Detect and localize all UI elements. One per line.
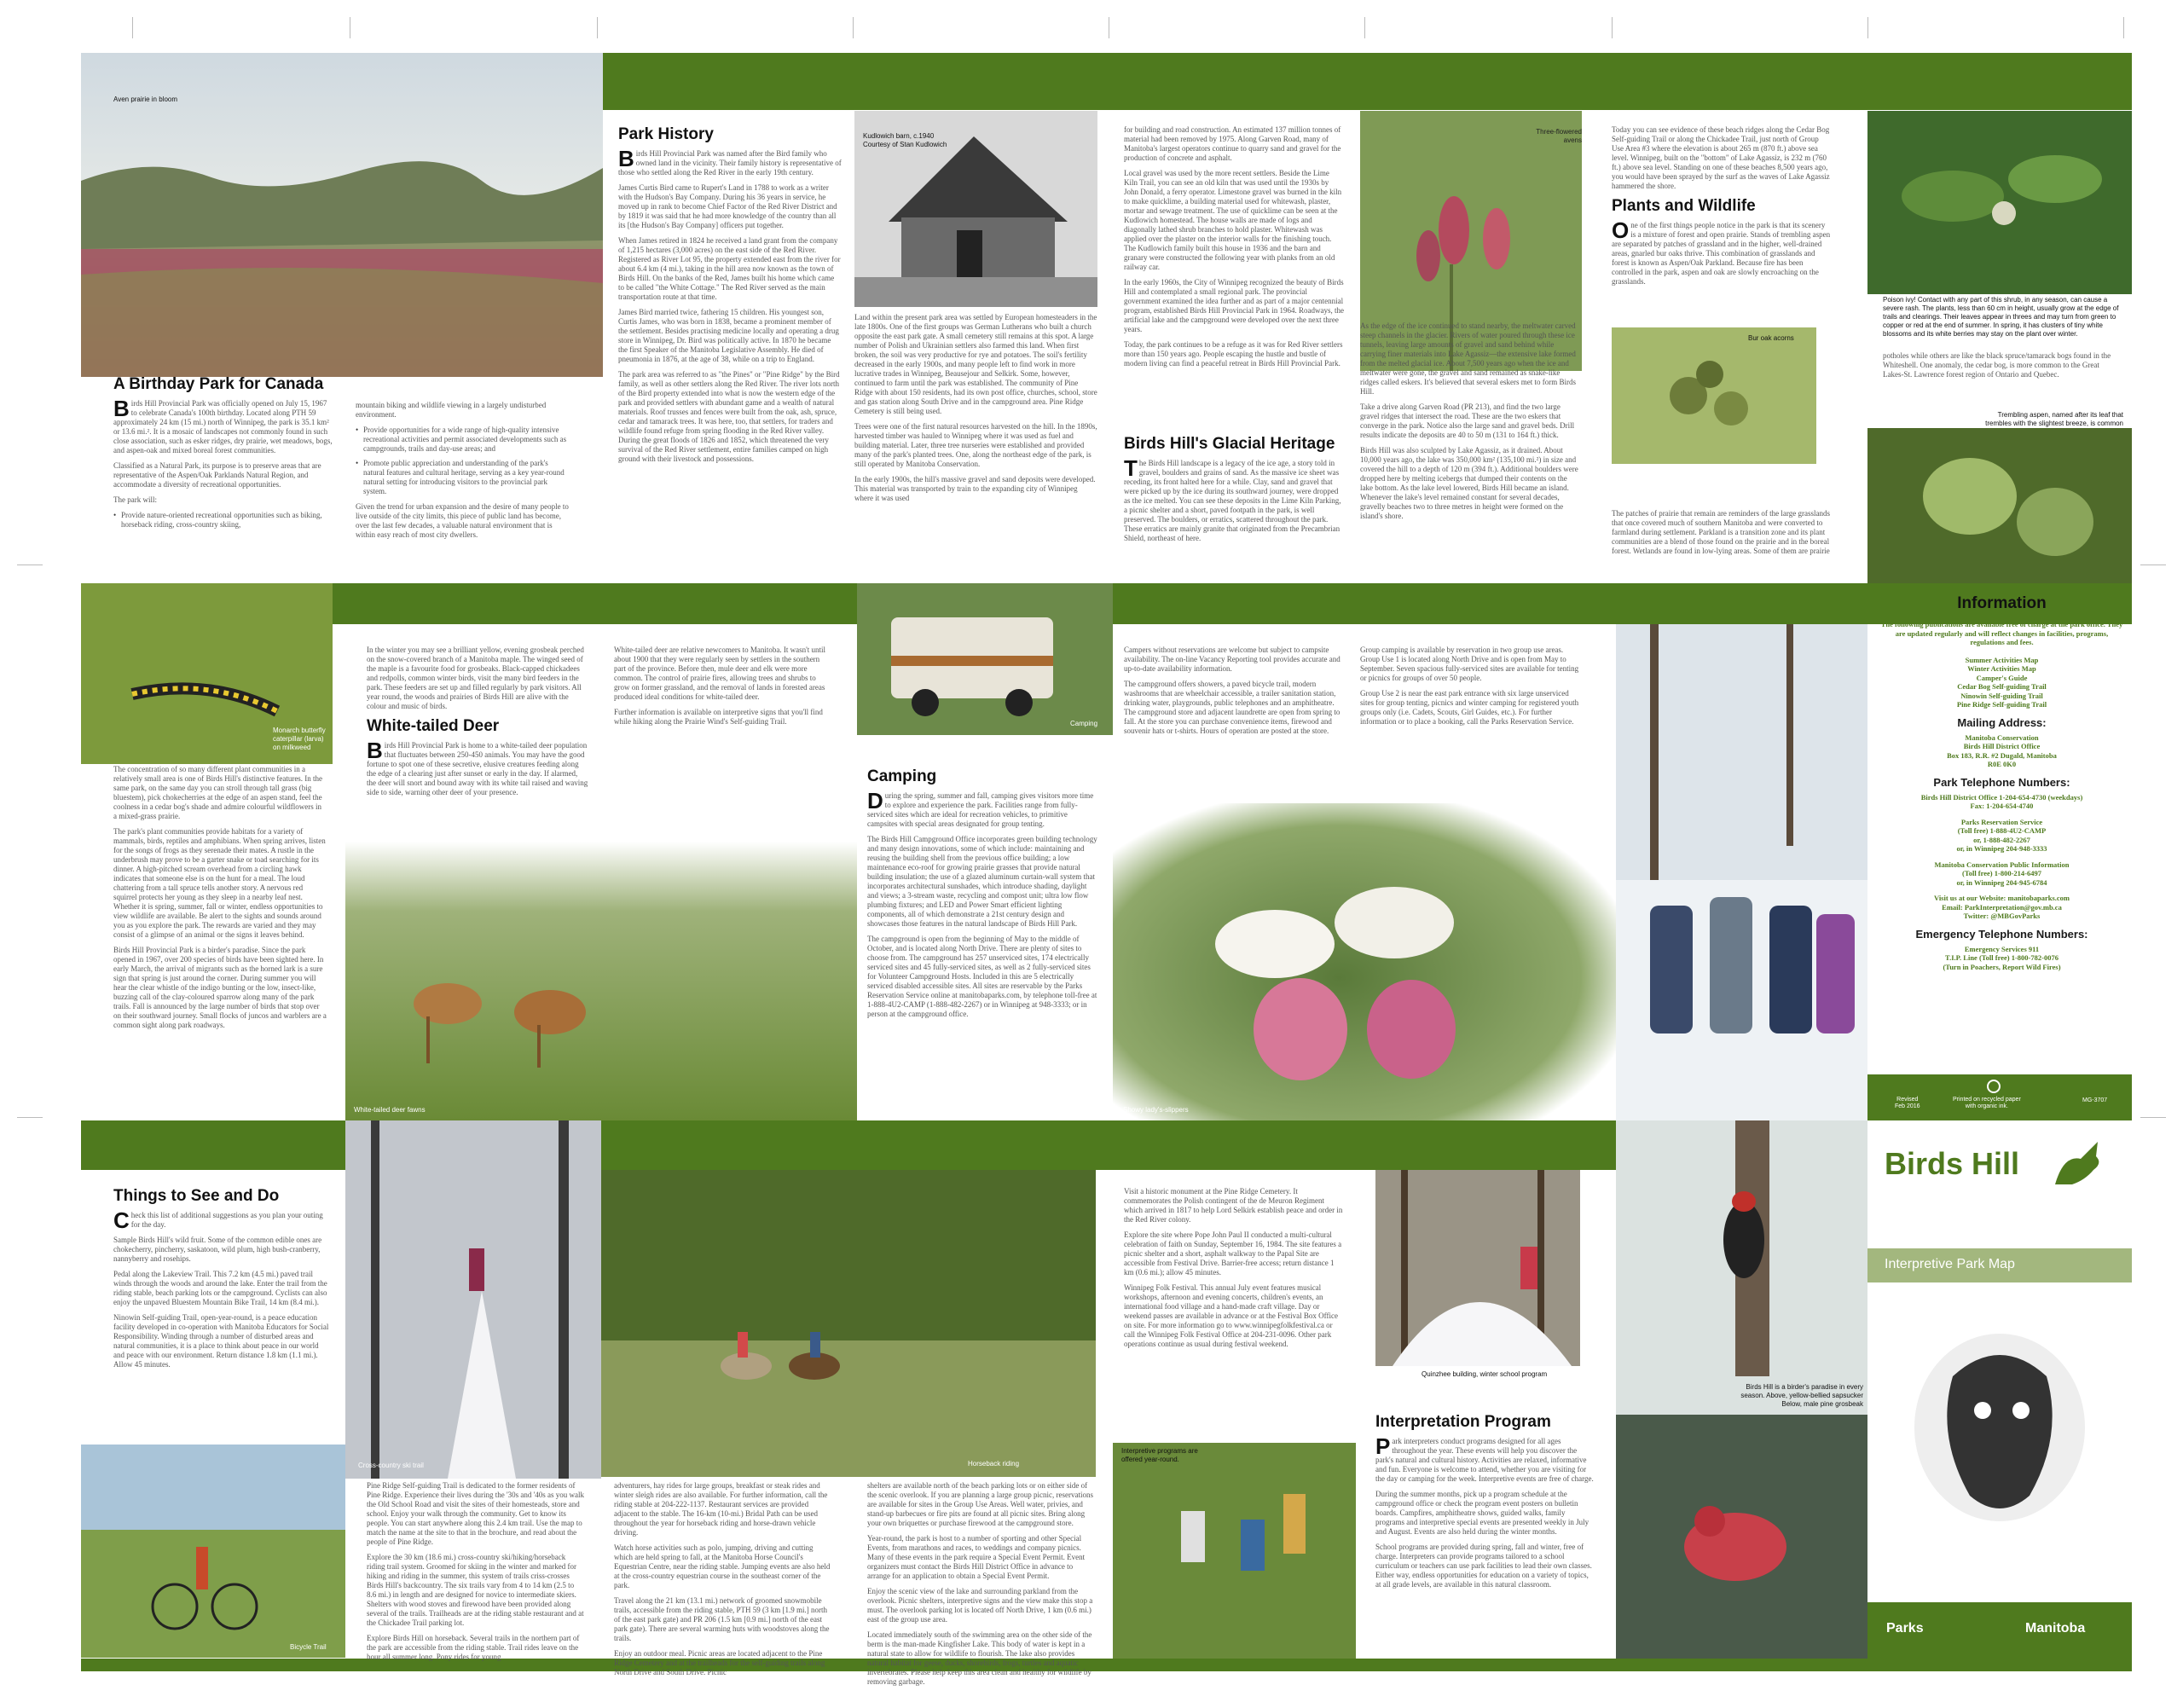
crop-mark [132, 17, 133, 38]
things-heading: Things to See and Do [113, 1187, 280, 1205]
mailing-line: Birds Hill District Office [1963, 742, 2041, 750]
deer-caption: White-tailed deer fawns [354, 1106, 426, 1114]
history2-p1: Land within the present park area was settled by European homesteaders in the late 1800s. One of the first groups was German Lutherans who built a church opposite the east park gate. A small cemetery still remains at this spot. A large number of Polish and Ukrainian settlers also farmed this land. When first broken, the soil was very productive for rye and potatoes. The soil's fertility decreased in the early 1900s, and many people left to find work in more lucrative trades in Winnipeg, Beausejour and Selkirk. Some, however, continued to farm until the park was established. The community of Pine Ridge with about 150 residents, had its own post office, churches, school, store and gas station along South Drive and in the campground area. Pine Ridge Cemetery is still being used. [854, 313, 1097, 415]
history-col-1: Park History Birds Hill Provincial Park was named after the Bird family who owned land in the vicinity. Their family history is representative of those who settled along the Red River in the early 19th century. James Curtis Bird came to Rupert's Land in 1788 to work as a writer with the Hudson's Bay Company. During his 36 years in service, he moved up in rank to become Chief Factor of the Red River District and by 1819 it was said that he had more knowledge of the country than all its [the Hudson's Bay Company] officers put together. When James retired in 1824 he received a land grant from the company of 1,215 hectares (3,000 acres) on the east side of the Red River. Registered as River Lot 95, the property extended east from the river for about 6.4 km (4 mi.), taking in the hill area now known as the town of Birds Hill. On the banks of the Red, James built his home which came to be called "the White Cottage." The Red River served as the main transportation route at that time. James Bird married twice, fathering 15 children. His youngest son, Curtis James, who was born in 1838, became a prominent member of the settlement. Besides practising medicine locally and operating a drug store in Winnipeg, Dr. Bird was politically active. In 1870 he became the first Speaker of the Manitoba Legislative Assembly. He died of pneumonia in 1876, at the age of 38, while on a trip to England. The park area was referred to as "the Pines" or "Pine Ridge" by the Bird family, as well as other settlers along the Red River. The river lots north of the Bird property extended into what is now the western edge of the park and provided settlers with abundant game and a wealth of natural materials. Roof trusses and fences were built from the oak, ash, spruce, cedar and tamarack trees. It was here, too, that settlers, for traders and wildlife found refuge from spring flooding in the Red River valley. During the great floods of 1826 and 1852, which threatened the very survival of the Red River settlement, entire families camped on high ground with their livestock and possessions. [618, 125, 842, 463]
wildlife2-p1: The concentration of so many different plant communities in a relatively small area is one of Birds Hill's distinctive features. In the same park, on the same day you can stroll through tall grass (big bluestem), pick chokecherries at the edge of an aspen stand, feel the coolness in a cedar bog's shade and admire colourful wildflowers in a mixed-grass prairie. [113, 765, 323, 820]
cover-subtitle-band [1867, 1248, 2132, 1282]
things-p8: adventurers, hay rides for large groups, breakfast or steak rides and winter sleigh rides are also available. For further information, call the riding stable at 204-222-1137. Restaurant services are provided adjacent to the stable. The 16-km (10-mi.) Bridal Path can be used throughout the year for horseback riding and horse-drawn vehicle driving. [614, 1481, 828, 1537]
history3-p4: Today, the park continues to be a refuge as it was for Red River settlers more than 150 years ago. People escaping the hustle and bustle of modern living can find a peaceful retreat in Birds Hill Provincial Park. [1124, 340, 1343, 368]
aven-caption: Aven prairie in bloom [113, 96, 178, 103]
bicycle-trail-photo [81, 1445, 345, 1658]
birthday-col-2 [356, 401, 569, 580]
tel-gap [1880, 887, 2123, 894]
bur-oak-caption: Bur oak acorns [1748, 334, 1794, 342]
twitter-line[interactable]: Twitter: @MBGovParks [1963, 912, 2041, 920]
deer-pre: In the winter you may see a brilliant yellow, evening grosbeak perched on the snow-covered branch of a Manitoba maple. The winged seed of the maple is a favourite food for grosbeaks. Black-capped chickadees and redpolls, common winter birds, visit the many bird feeders in the park. These feeders are set up and filled regularly by park visitors. All year round, the woods and prairies of Birds Hill are alive with the colour and music of birds. [367, 646, 584, 710]
quinzhee-photo [1375, 1170, 1580, 1366]
interp-p2: During the summer months, pick up a program schedule at the campground office or check the program event posters on bulletin boards. Campfires, amphitheatre shows, guided walks, family programs and interpretive special events are presented weekly in July and August. Events are also held during the winter months. [1375, 1490, 1589, 1536]
crop-mark [1364, 17, 1365, 38]
wildlife-col-1 [113, 765, 327, 1119]
tel-line: Parks Reservation Service [1960, 817, 2043, 826]
pub-item: Camper's Guide [1976, 673, 2028, 682]
tel-line: or, in Winnipeg 204-945-6784 [1956, 877, 2047, 887]
crop-mark [2123, 17, 2124, 38]
things-col-2 [367, 1481, 584, 1661]
glacial-p1: he Birds Hill landscape is a legacy of the ice age, a story told in gravel, boulders and grains of sand. As the massive ice sheet was receding, its front halted here for a while. Clay, sand and gravel that were picked up by the ice during its southward journey, were dropped as the ice melted. You can see these deposits in the Lime Kiln Parking, a picnic shelter and a short, paved footpath in the park, is well preserved. The boulders, or erratics, scattered throughout the park. These erratics are mainly granite that originated from the Precambrian Shield, northeast of here. [1124, 459, 1341, 542]
things2-p5: Visit a historic monument at the Pine Ridge Cemetery. It commemorates the Polish contingent of the de Meuron Regiment which arrived in 1817 to help Lord Selkirk establish peace and order in the Red River colony. [1124, 1187, 1343, 1224]
recycle-icon [1987, 1080, 2001, 1093]
plants-p3: potholes while others are like the black spruce/tamarack bogs found in the Whiteshell. One anomaly, the cedar bog, is more common to the Great Lakes-St. Lawrence forest region of Ontario and Quebec. [1883, 351, 2111, 379]
brochure-sheet [81, 53, 2132, 1686]
poison-ivy-caption: Poison ivy! Contact with any part of this shrub, in any season, can cause a severe rash. The plants, less than 60 cm in height, usually grow at the edge of trails and clearings. Their leaves appear in threes and may turn from green to copper or red at the end of summer. In spring, it has clusters of tiny white blossoms and its white berries may stay on the plant over winter. [1883, 296, 2119, 338]
glacial-col-1: Birds Hill's Glacial Heritage The Birds Hill landscape is a legacy of the ice age, a story told in gravel, boulders and grains of sand. As the massive ice sheet was receding, its front halted here for a while. Clay, sand and gravel that were picked up by the ice during its southward journey, were dropped as the ice melted. You can see these deposits in the Lime Kiln Parking, a picnic shelter and a short, paved footpath in the park, is well preserved. The boulders, or erratics, scattered throughout the park. These erratics are mainly granite that originated from the Precambrian Shield, northeast of here. [1124, 435, 1344, 582]
pub-item: Ninowin Self-guiding Trail [1960, 691, 2043, 700]
birthday-p4: mountain biking and wildlife viewing in a largely undisturbed environment. [356, 401, 547, 419]
glacial-heading: Birds Hill's Glacial Heritage [1124, 435, 1335, 453]
history-p5: The park area was referred to as "the Pines" or "Pine Ridge" by the Bird family, as well as other settlers along the Red River. The river lots north of the Bird property extended into what is now the western edge of the park and provided settlers with abundant game and a wealth of natural materials. Roof trusses and fences were built from the oak, ash, spruce, cedar and tamarack trees. It was here, too, that settlers, for traders and wildlife found refuge from spring flooding in the Red River valley. During the great floods of 1826 and 1852, which threatened the very survival of the Red River settlement, entire families camped on high ground with their livestock and possessions. [618, 370, 840, 463]
kudlowich-barn-photo [854, 111, 1097, 307]
birds-photo [1616, 1120, 1867, 1659]
mailing-line: Box 183, R.R. #2 Dugald, Manitoba [1947, 750, 2057, 760]
crop-mark [2140, 1117, 2166, 1118]
emergency-line: T.I.P. Line (Toll free) 1-800-782-0076 [1945, 953, 2059, 962]
crop-mark [1612, 17, 1613, 38]
cover-illustration [1902, 1300, 2098, 1538]
crop-mark [597, 17, 598, 38]
monarch-caption: Monarch butterfly caterpillar (larva) on milkweed [273, 727, 326, 751]
winter-group-photo [1616, 624, 1867, 1120]
telephone-heading: Park Telephone Numbers: [1933, 775, 2070, 789]
things2-p1: shelters are available north of the beach parking lots or on either side of the scenic overlook. If you are planning a large group picnic, reservations are available for sites in the Group Use Areas. Well water, privies, and stand-up barbecues or fire pits are found at all picnic sites. Bring along your own briquettes or purchase firewood at the campground store. [867, 1481, 1093, 1527]
interp-col: Interpretation Program Park interpreters conduct programs designed for all ages throughout the year. These events will help you discover the park's natural and cultural history. Activities are relaxed, informative and fun. Everyone is welcome to attend, whether you are visiting for the day or camping for the week. Interpretive events are free of charge. During the summer months, pick up a program schedule at the campground office or check the program event posters on bulletin boards. Campfires, amphitheatre shows, guided walks, family programs and interpretive special events are presented weekly in July and August. Events are also held during the winter months. School programs are provided during spring, fall and winter, free of charge. Interpreters can provide programs tailored to a school curriculum or teachers can use park facilities to lead their own classes. Either way, endless opportunities for education on a variety of topics, at all grade levels, are available in this natural classroom. [1375, 1413, 1595, 1656]
glacial-p2: As the edge of the ice continued to stand nearby, the meltwater carved steep channels in the glacier. Rivers of water poured through these ice tunnels, leaving large amounts of gravel and sand behind while carrying finer materials into Lake Agassiz—the extensive lake formed from the melted glacial ice. About 7,500 years ago when the ice and meltwater were gone, the gravel and sand remained as snake-like ridges called eskers. It's believed that several eskers met to form Birds Hill. [1360, 321, 1577, 396]
crop-mark [1867, 17, 1868, 38]
cover-subtitle: Interpretive Park Map [1885, 1257, 2015, 1271]
birthday-heading: A Birthday Park for Canada [113, 375, 324, 393]
aven-prairie-photo [81, 53, 603, 377]
pub-item: Summer Activities Map [1965, 655, 2039, 664]
glacial-p3: Take a drive along Garven Road (PR 213), and find the two large gravel ridges that intersect the road. These are the two eskers that converge in the park. Notice also the large sand and gravel beds. Drill results indicate the deposits are 40 to 50 m (131 to 164 ft.) thick. [1360, 402, 1575, 439]
camping-p7: Group Use 2 is near the east park entrance with six large unserviced sites for group tenting, picnics and winter camping for registered youth groups only (i.e. Cadets, Scouts, Girl Guides, etc.). For further information or to place a booking, call the Parks Reservation Service. [1360, 689, 1579, 726]
plants-p2: The patches of prairie that remain are reminders of the large grasslands that once covered much of southern Manitoba and were converted to farmland during settlement. Parkland is a transition zone and its plant communities are a blend of those found on the prairie and in the boreal forest. Wetlands are found in low-lying areas. Some of them are prairie [1612, 509, 1830, 555]
things-p5: Pine Ridge Self-guiding Trail is dedicated to the former residents of Pine Ridge. Experience their lives during the '30s and '40s as you walk the Old School Road and visit the sites of their homesteads, store and school. Enjoy your walk through the community. Get to know its people. You can start anywhere along this 2.4 km trail. Use the map to match the name at the site to that in the brochure, and read about the people of Pine Ridge. [367, 1481, 584, 1546]
history3-p2: Local gravel was used by the more recent settlers. Beside the Lime Kiln Trail, you can see an old kiln that was used until the 1930s by John Donald, a ferry operator. Limestone gravel was burned in the kiln to make quicklime, a building material used for whitewash, plaster, mortar and sewage treatment. The use of quicklime can be seen at the Kudlowich homestead. The house walls are made of logs and diagonally lathed shrub branches to hold plaster. Whitewash was applied over the plaster on the interior walls for the finishing touch. The Kudlowich family built this house in 1936 and the barn and granary were constructed the following year with planks from an old railway car. [1124, 169, 1342, 271]
wildlife2-p2: The park's plant communities provide habitats for a variety of mammals, birds, reptiles and amphibians. When spring arrives, listen for the songs of frogs as they serenade their mates. A rustle in the underbrush may prove to be a garter snake or toad searching for its dinner. A high-pitched scream overhead from a circling hawk indicates that someone else is on the hunt for a meal. The loud chattering from a tall spruce tells another story. A nervous red squirrel protects her young as they sleep in a nearby leaf nest. Whether it is spring, summer, fall or winter, endless opportunities to view wildlife are available. Be alert to the sights and sounds around you as you explore the park. The rewards are varied and they may consist of a glimpse of an animal or the signs it leaves behind. [113, 827, 326, 939]
history-p2: James Curtis Bird came to Rupert's Land in 1788 to work as a writer with the Hudson's Bay Company. During his 36 years in service, he moved up in rank to become Chief Factor of the Red River District and by 1819 it was said that he had more knowledge of the country than all its [the Hudson's Bay Company] officers put together. [618, 183, 837, 229]
things-p10: Travel along the 21 km (13.1 mi.) network of groomed snowmobile trails, accessible from the riding stable, PTH 59 (3 km [1.9 mi.] north of the east park gate) and PR 206 (1.5 km [0.9 mi.] north of the east park gate). There are several warming huts with woodstoves along the trails. [614, 1596, 830, 1642]
things2-p6: Explore the site where Pope John Paul II conducted a multi-cultural celebration of faith on Sunday, September 16, 1984. The site features a picnic shelter and a short, asphalt walkway to the Papal Site are accessible from Festival Drive. Barrier-free access; return distance 1 km (0.6 mi.); allow 45 minutes. [1124, 1230, 1342, 1277]
camping-p6: Group camping is available by reservation in two group use areas. Group Use 1 is located along North Drive and is open from May to September. Seven spacious fully-serviced sites are available for tenting or picnics for groups of over 50 people. [1360, 646, 1579, 682]
plants-col-2 [1612, 509, 1832, 582]
tel-line: Fax: 1-204-654-4740 [1970, 802, 2034, 810]
bird-caption: Birds Hill is a birder's paradise in every season. Above, yellow-bellied sapsucker Below, male pine grosbeak [1740, 1383, 1863, 1408]
wildlife2-p3: Birds Hill Provincial Park is a birder's paradise. Since the park opened in 1967, over 200 species of birds have been sighted here. In early March, the arrival of migrants such as the horned lark is a sure sign that spring is just around the corner. During summer you will hear the clear whistle of the indigo bunting or the low, insect-like, buzzing call of the clay-coloured sparrow along many of the park trails. Fall is announced by the large number of birds that stop over on their southward journey. Small flocks of juncos and warblers are a common sight along park roadways. [113, 946, 327, 1029]
plants-col-1: Today you can see evidence of these beach ridges along the Cedar Bog Self-guiding Trail or along the Chickadee Trail, just north of Group Use Area #3 where the elevation is about 265 m (870 ft.) above sea level. Winnipeg, built on the "bottom" of Lake Agassiz, is 232 m (760 ft.) above sea level. Standing on one of these beaches 8,500 years ago, you would have been sprayed by the surf as the waves of Lake Agassiz hammered the shore. Plants and Wildlife One of the first things people notice in the park is that its scenery is a mixture of forest and open prairie. Stands of trembling aspen are separated by patches of grassland and in the higher, well-drained areas, gnarled bur oaks thrive. This combination of grasslands and forest is known as Aspen/Oak Parkland. Because fire has been controlled in the park, aspen and oak are slowly encroaching on the grasslands. [1612, 125, 1831, 286]
things-col-5 [1124, 1187, 1344, 1443]
emergency-heading: Emergency Telephone Numbers: [1915, 927, 2088, 941]
green-band-lower [81, 1120, 1616, 1170]
deer-p3: Further information is available on interpretive signs that you'll find while hiking along the Prairie Wind's Self-guiding Trail. [614, 708, 823, 726]
website-line[interactable]: Visit us at our Website: manitobaparks.com [1934, 894, 2070, 902]
birthday-p5: Given the trend for urban expansion and the desire of many people to live outside of the city limits, this piece of public land has become, over the last few decades, a valuable natural environment that is within easy reach of most city dwellers. [356, 502, 569, 539]
tel-gap [1880, 854, 2123, 860]
deer-heading: White-tailed Deer [367, 717, 500, 735]
glacial-col-2 [1360, 321, 1580, 582]
mailing-heading: Mailing Address: [1957, 715, 2047, 729]
crop-mark [17, 1117, 43, 1118]
tel-line: Manitoba Conservation Public Information [1934, 860, 2070, 869]
quinzhee-caption: Quinzhee building, winter school program [1422, 1370, 1548, 1378]
camping-p5: The campground offers showers, a paved bicycle trail, modern washrooms that are wheelchair accessible, a trailer sanitation station, drinking water, playgrounds, public telephones and an amphitheatre. The campground store and adjacent laundrette are open from spring to fall. At the store you can purchase convenience items, firewood and souvenir hats or t-shirts. Hours of operation are posted at the store. [1124, 680, 1340, 735]
recycled-paper-note: Printed on recycled paper with organic ink. [1953, 1097, 2021, 1109]
tel-line: (Toll free) 1-888-4U2-CAMP [1957, 826, 2047, 835]
cover-title: Birds Hill [1885, 1146, 2020, 1181]
history3-p1: for building and road construction. An estimated 137 million tonnes of material had been removed by 1975. Along Garven Road, many of Manitoba's largest operators continue to quarry sand and gravel for the production of concrete and asphalt. [1124, 125, 1341, 162]
deer-col-2 [614, 646, 831, 782]
things-p11: Enjoy an outdoor meal. Picnic areas are located adjacent to the Pine Ridge Cemetery and at the trailheads for the self-guiding trails along North Drive and South Drive. Picnic [614, 1649, 825, 1676]
deer-p1: irds Hill Provincial Park is home to a white-tailed deer population that fluctuates between 250-450 animals. You may have the good fortune to spot one of these secretive, elusive creatures feeding along the edge of a clearing just after sunset or early in the day. If alarmed, the deer will snort and bound away with its white tail raised and waving side to side, warning other deer of your presence. [367, 741, 588, 796]
history2-p3: In the early 1900s, the hill's massive gravel and sand deposits were developed. This material was transported by train to the expanding city of Winnipeg where it was used [854, 475, 1096, 502]
cover-panel [1867, 1120, 2132, 1659]
manitoba-logo: Manitoba [2025, 1621, 2086, 1636]
parks-logo: Parks [1886, 1621, 1924, 1636]
bicycle-caption: Bicycle Trail [290, 1643, 327, 1651]
things-p7: Explore Birds Hill on horseback. Several trails in the northern part of the park are accessible from the riding stable. Trail rides leave on the hour all summer long. Pony rides for young [367, 1634, 580, 1661]
camping-rv-photo [857, 583, 1113, 735]
pub-item: Pine Ridge Self-guiding Trail [1956, 700, 2047, 709]
interp-p1: ark interpreters conduct programs designed for all ages throughout the year. These events will help you discover the park's natural and cultural history. Activities are relaxed, informative and fun. Everyone is welcome to attend, whether you are visiting for the day or camping for the week. Interpretive events are free of charge. [1375, 1437, 1594, 1483]
birthday-p1: irds Hill Provincial Park was officially opened on July 15, 1967 to celebrate Canada's 100th birthday. Located along PTH 59 approximately 24 km (15 mi.) north of Winnipeg, the park is 35.1 km² or 13.6 mi.². It is a mosaic of landscapes not commonly found in such close association, such as esker ridges, dry prairie, wet meadows, bogs, and aspen-oak and mixed boreal forest communities. [113, 399, 333, 455]
document-code: MG-3707 [2082, 1097, 2108, 1103]
interp-heading: Interpretation Program [1375, 1413, 1551, 1431]
green-band-top [603, 53, 2132, 110]
birthday-bullet-2: • Provide opportunities for a wide range of high-quality intensive recreational activities and permit associated developments such as campgrounds, trails and day-use areas; and [356, 426, 569, 454]
email-line[interactable]: Email: ParkInterpretation@gov.mb.ca [1942, 902, 2062, 912]
kudlowich-caption: Kudlowich barn, c.1940 Courtesy of Stan Kudlowich [863, 132, 947, 148]
plants-p1: ne of the first things people notice in the park is that its scenery is a mixture of forest and open prairie. Stands of trembling aspen are separated by patches of grassland and in the higher, well-drained areas, gnarled bur oaks thrive. This combination of grasslands and forest is known as Aspen/Oak Parkland. Because fire has been controlled in the park, aspen and oak are slowly encroaching on the grasslands. [1612, 221, 1831, 286]
deer-col-1: In the winter you may see a brilliant yellow, evening grosbeak perched on the snow-covered branch of a Manitoba maple. The winged seed of the maple is a favourite food for grosbeaks. Black-capped chickadees and redpolls, common winter birds, visit the many bird feeders in the park. These feeders are set up and filled regularly by park visitors. All year round, the woods and prairies of Birds Hill are alive with the colour and music of birds. White-tailed Deer Birds Hill Provincial Park is home to a white-tailed deer population that fluctuates between 250-450 animals. You may have the good fortune to spot one of these secretive, elusive creatures feeding along the edge of a clearing just after sunset or early in the day. If alarmed, the deer will snort and bound away with its white tail raised and waving side to side, warning other deer of your presence. [367, 646, 588, 796]
birthday-p2: Classified as a Natural Park, its purpose is to preserve areas that are representative of the Aspen/Oak Parklands Natural Region, and accommodate a diversity of recreational opportunities. [113, 461, 321, 489]
horseback-caption: Horseback riding [968, 1460, 1020, 1468]
information-heading: Information [1957, 594, 2047, 612]
things-p3: Pedal along the Lakeview Trail. This 7.2 km (4.5 mi.) paved trail winds through the woods and around the lake. Enter the trail from the riding stable, beach parking lots or the campground. Cyclists can also enjoy the unpaved Bluestem Mountain Bike Trail, 14 km (8.4 mi.). [113, 1270, 327, 1306]
history-p3: When James retired in 1824 he received a land grant from the company of 1,215 hectares (3,000 acres) on the east side of the Red River. Registered as River Lot 95, the property extended east from the river for about 6.4 km (4 mi.), taking in the hill area now known as the town of Birds Hill. On the banks of the Red, James built his home which came to be called "the White Cottage." The Red River served as the main transportation route at that time. [618, 236, 841, 301]
camping-col-3 [1360, 646, 1580, 816]
interp-caption: Interpretive programs are offered year-round. [1121, 1447, 1198, 1463]
aspen-caption: Trembling aspen, named after its leaf that trembles with the slightest breeze, is common [1985, 411, 2123, 427]
revised-date: Revised Feb 2016 [1895, 1097, 1920, 1109]
plants-heading: Plants and Wildlife [1612, 197, 1756, 215]
things-p4: Ninowin Self-guiding Trail, open-year-round, is a peace education facility developed in co-operation with Manitoba Educators for Social Responsibility. Winding through a number of disturbed areas and natural communities, it is a place to think about peace in our world and peace with our environment. Return distance 1.8 km (1.1 mi.). Allow 45 minutes. [113, 1313, 329, 1369]
camping-p4: Campers without reservations are welcome but subject to campsite availability. The on-line Vacancy Reporting tool provides accurate and up-to-date availability information. [1124, 646, 1340, 673]
monarch-caterpillar-photo [81, 583, 333, 764]
tel-line: or, 1-888-482-2267 [1973, 835, 2030, 844]
things-col-3 [614, 1481, 831, 1676]
glacial-p4: Birds Hill was also sculpted by Lake Agassiz, as it drained. About 10,000 years ago, the lake was 350,000 km² (135,100 mi.²) in size and covered the hill to a depth of 120 m (394 ft.). Additional boulders were dropped here by melting icebergs that dumped their contents on the lake bottom. As the lake level lowered, Birds Hill became an island. Whenever the lake's level remained constant for several decades, gravelly beaches two to three metres in height were formed on the island's shore. [1360, 446, 1578, 520]
pub-item: Winter Activities Map [1967, 664, 2036, 673]
camping-heading: Camping [867, 767, 937, 785]
things-p2: Sample Birds Hill's wild fruit. Some of the common edible ones are chokecherry, pincherry, saskatoon, wild plum, high bush-cranberry, nannyberry and rosehips. [113, 1236, 322, 1263]
ski-trail-photo [345, 1120, 601, 1479]
camping-p3: The campground is open from the beginning of May to the middle of October, and is located along North Drive. There are plenty of sites to choose from. The campground has 257 unserviced sites, 174 electrically serviced sites and 45 fully-serviced sites, as well as 2 fully-serviced sites for Volunteer Campground Hosts. Included in this are 5 electrically serviced disabled accessible sites. All sites are reservable by the Parks Reservation Service online at manitobaparks.com, by telephone toll-free at 1-888-4U2-CAMP (1-888-482-2267) or in Winnipeg at 948-3333; or in person at the campground office. [867, 935, 1097, 1018]
camping-caption: Camping [1070, 720, 1098, 727]
history-p4: James Bird married twice, fathering 15 children. His youngest son, Curtis James, who was born in 1838, became a prominent member of the settlement. Besides practising medicine locally and operating a drug store in Winnipeg, Dr. Bird was politically active. In 1870 he became the first Speaker of the Manitoba Legislative Assembly. He died of pneumonia in 1876, at the age of 38, while on a trip to England. [618, 308, 839, 363]
information-intro: The following publications are available free of charge at the park office. They are updated regularly and will reflect changes in facilities, programs, regulations and fees. [1880, 620, 2123, 646]
history2-p2: Trees were one of the first natural resources harvested on the hill. In the 1890s, harvested timber was hauled to Winnipeg where it was used as fuel and building material. Later, three tree nurseries were established and provided many of the park's planted trees. One, along the northeast edge of the park, is still operated by Manitoba Conservation. [854, 422, 1097, 468]
camping-p1: uring the spring, summer and fall, camping gives visitors more time to explore and experience the park. Facilities range from fully-serviced sites which are ideal for recreation vehicles, to primitive campsites with special areas designated for group tenting. [867, 791, 1094, 828]
bur-oak-acorns-photo [1612, 327, 1816, 464]
emergency-line: (Turn in Poachers, Report Wild Fires) [1943, 962, 2061, 971]
history-col-2 [854, 313, 1097, 582]
things-col-1: Things to See and Do Check this list of additional suggestions as you plan your outing for the day. Sample Birds Hill's wild fruit. Some of the common edible ones are chokecherry, pincherry, saskatoon, wild plum, high bush-cranberry, nannyberry and rosehips. Pedal along the Lakeview Trail. This 7.2 km (4.5 mi.) paved trail winds through the woods and around the lake. Enter the trail from the riding stable, beach parking lots or the campground. Cyclists can also enjoy the unpaved Bluestem Mountain Bike Trail, 14 km (8.4 mi.). Ninowin Self-guiding Trail, open-year-round, is a peace education facility developed in co-operation with Manitoba Educators for Social Responsibility. Winding through a number of disturbed areas and natural communities, it is a place to think about peace in our world and peace with our environment. Return distance 1.8 km (1.1 mi.). Allow 45 minutes. [113, 1187, 331, 1443]
interpretive-programs-photo [1113, 1443, 1356, 1659]
ski-caption: Cross-country ski trail [358, 1462, 424, 1469]
tel-gap [1880, 811, 2123, 818]
things-p6: Explore the 30 km (18.6 mi.) cross-country ski/hiking/horseback riding trail system. Groomed for skiing in the winter and marked for hiking and riding in the summer, this system of trails criss-crosses Birds Hill's backcountry. The six trails vary from 4 to 14 km (2.5 to 8.6 mi.) in length and are designed for novice to intermediate skiers. Shelters with wood stoves and firewood have been provided along several of the trails. Trailheads are at the riding stable restaurant and at the Chickadee Trail parking lot. [367, 1553, 584, 1627]
slipper-caption: Showy lady's-slippers [1123, 1106, 1189, 1114]
history-heading: Park History [618, 125, 714, 143]
birthday-bullet-1: • Provide nature-oriented recreational opportunities such as biking, horseback riding, cross-country skiing, [113, 511, 333, 530]
aspen-leaves-photo [1867, 428, 2132, 583]
deer-logo-icon [2047, 1138, 2106, 1189]
things-p9: Watch horse activities such as polo, jumping, driving and cutting which are held spring to fall, at the Manitoba Horse Council's Equestrian Centre, near the riding stable. Jumping events are also held at the cross-country equestrian course in the southeast corner of the park. [614, 1543, 831, 1589]
crop-mark [853, 17, 854, 38]
tel-line: (Toll free) 1-800-214-6497 [1961, 869, 2041, 877]
things-col-4 [867, 1481, 1093, 1686]
mailing-line: Manitoba Conservation [1965, 732, 2039, 742]
publications-list [1880, 656, 2123, 709]
birthday-col-1: A Birthday Park for Canada Birds Hill Provincial Park was officially opened on July 15, 1967 to celebrate Canada's 100th birthday. Located along PTH 59 approximately 24 km (15 mi.) north of Winnipeg, the park is 35.1 km² or 13.6 mi.². It is a mosaic of landscapes not commonly found in such close association, such as esker ridges, dry prairie, wet meadows, bogs, and aspen-oak and mixed boreal forest communities. Classified as a Natural Park, its purpose is to preserve areas that are representative of the Aspen/Oak Parklands Natural Region, and accommodate a diversity of recreational opportunities. The park will: • Provide nature-oriented recreational opportunities such as biking, horseback riding, cross-country skiing, [113, 375, 333, 580]
things2-p2: Year-round, the park is host to a number of sporting and other Special Events, from marathons and races, to weddings and company picnics. Many of these events in the park require a Special Event Permit. Event organizers must contact the Birds Hill District Office in advance to arrange for an application to obtain a Special Event Permit. [867, 1534, 1086, 1580]
mailing-line: R0E 0K0 [1987, 760, 2017, 768]
cover-footer-band [1867, 1602, 2132, 1659]
pub-item: Cedar Bog Self-guiding Trail [1957, 682, 2047, 691]
avens-caption: Three-flowered avens [1536, 128, 1582, 144]
tel-line: Birds Hill District Office 1-204-654-4730 (weekdays) [1920, 792, 2083, 802]
lady-slipper-photo [1113, 803, 1616, 1120]
horseback-photo [601, 1170, 1096, 1477]
plants-pre: Today you can see evidence of these beach ridges along the Cedar Bog Self-guiding Trail or along the Chickadee Trail, just north of Group Use Area #3 where the elevation is about 265 m (870 ft.) above sea level. Winnipeg, built on the "bottom" of Lake Agassiz, is 232 m (760 ft.) above sea level. Standing on one of these beaches 8,500 years ago, you would have been sprayed by the surf as the waves of Lake Agassiz hammered the shore. [1612, 125, 1830, 190]
deer-fawns-photo [345, 842, 857, 1120]
camping-p2: The Birds Hill Campground Office incorporates green building technology and many design innovations, some of which include: maintaining and reusing the building shell from the previous office building; a low maintenance eco-roof for growing prairie grasses that provide natural building insulation; the use of a glazed aluminum curtain-wall system that incorporates architectural sunshades, which introduce shading, daylight and views; a 3-stream waste, recycling and compost unit; ultra low flow plumbing fixtures; and LED and Power Smart efficient lighting components, all of which demonstrate a 21st century design and showcases those features in the natural landscape of Birds Hill Park. [867, 835, 1097, 928]
camping-col-1: Camping During the spring, summer and fall, camping gives visitors more time to explore and experience the park. Facilities range from fully-serviced sites which are ideal for recreation vehicles, to primitive campsites with special areas designated for group tenting. The Birds Hill Campground Office incorporates green building technology and many design innovations, some of which include: maintaining and reusing the building shell from the previous office building; a low maintenance eco-roof for growing prairie grasses that provide natural building insulation; the use of a glazed aluminum curtain-wall system that incorporates architectural sunshades, which introduce shading, daylight and views; a 3-stream waste, recycling and compost unit; ultra low flow plumbing fixtures; and LED and Power Smart efficient lighting components, all of which demonstrate a 21st century design and showcases those features in the natural landscape of Birds Hill Park. The campground is open from the beginning of May to the middle of October, and is located along North Drive. There are plenty of sites to choose from. The campground has 257 unserviced sites, 174 electrically serviced sites and 45 fully-serviced sites, as well as 2 fully-serviced sites for Volunteer Campground Hosts. Included in this are 5 electrically serviced disabled accessible sites. All sites are reservable by the Parks Reservation Service online at manitobaparks.com, by telephone toll-free at 1-888-4U2-CAMP (1-888-482-2267) or in Winnipeg at 948-3333; or in person at the campground office. [867, 767, 1097, 1018]
things2-p4: Located immediately south of the swimming area on the other side of the berm is the man-made Kingfisher Lake. This body of water is kept in a natural state to allow for wildlife to flourish. The lake also provides natural habitat for geese, ducks, shorebirds, frogs, turtles and aquatic invertebrates. Please help keep this area clean and healthy for wildlife by removing garbage. [867, 1630, 1092, 1686]
things2-p3: Enjoy the scenic view of the lake and surrounding parkland from the overlook. Picnic shelters, interpretive signs and the view make this stop a must. The overlook parking lot is located off North Drive, 1 km (0.6 mi.) east of the group use area. [867, 1587, 1093, 1624]
things2-p7: Winnipeg Folk Festival. This annual July event features musical workshops, afternoon and evening concerts, children's events, an international food village and a hand-made craft village. Day or weekend passes are available in advance or at the Festival Box Office on site. For more information go to www.winnipegfolkfestival.ca or call the Winnipeg Folk Festival Office at 204-231-0096. Other park operations continue as usual during festival weekend. [1124, 1283, 1338, 1348]
emergency-line: Emergency Services 911 [1964, 944, 2040, 953]
things-p1: heck this list of additional suggestions as you plan your outing for the day. [130, 1211, 323, 1229]
birthday-bullet-3: • Promote public appreciation and understanding of the park's natural features and cultural heritage, serving as a key year-round natural setting for introducing visitors to the provincial park system. [356, 459, 569, 496]
camping-col-2 [1124, 646, 1344, 825]
interp-p3: School programs are provided during spring, fall and winter, free of charge. Interpreters can provide programs tailored to a school curriculum or teachers can use park facilities to lead their own classes. Either way, endless opportunities for education on a variety of topics, at all grade levels, are available in this natural classroom. [1375, 1543, 1592, 1589]
info-footer-band [1867, 1074, 2132, 1120]
tel-line: or, in Winnipeg 204-948-3333 [1956, 844, 2047, 853]
information-panel [1880, 594, 2123, 1072]
poison-ivy-photo [1867, 111, 2132, 294]
birthday-p3: The park will: [113, 495, 157, 504]
deer-p2: White-tailed deer are relative newcomers to Manitoba. It wasn't until about 1900 that they were regularly seen by settlers in the southern part of the province. Before then, mule deer and elk were more common. The control of prairie fires, allowing trees and shrubs to grow on former grassland, and the removal of lands in forested areas produced ideal conditions for white-tailed deer. [614, 646, 826, 701]
plants-col-3 [1883, 351, 2122, 402]
history3-p3: In the early 1960s, the City of Winnipeg recognized the beauty of Birds Hill and contemplated a small regional park. The provincial government examined the idea further and as part of a major centennial program, established Birds Hill Provincial Park in 1964. Roadways, the artificial lake and the campground were developed over the next three years. [1124, 278, 1344, 333]
history-p1: irds Hill Provincial Park was named after the Bird family who owned land in the vicinity. Their family history is representative of those who settled along the Red River in the early 19th century. [618, 149, 842, 177]
